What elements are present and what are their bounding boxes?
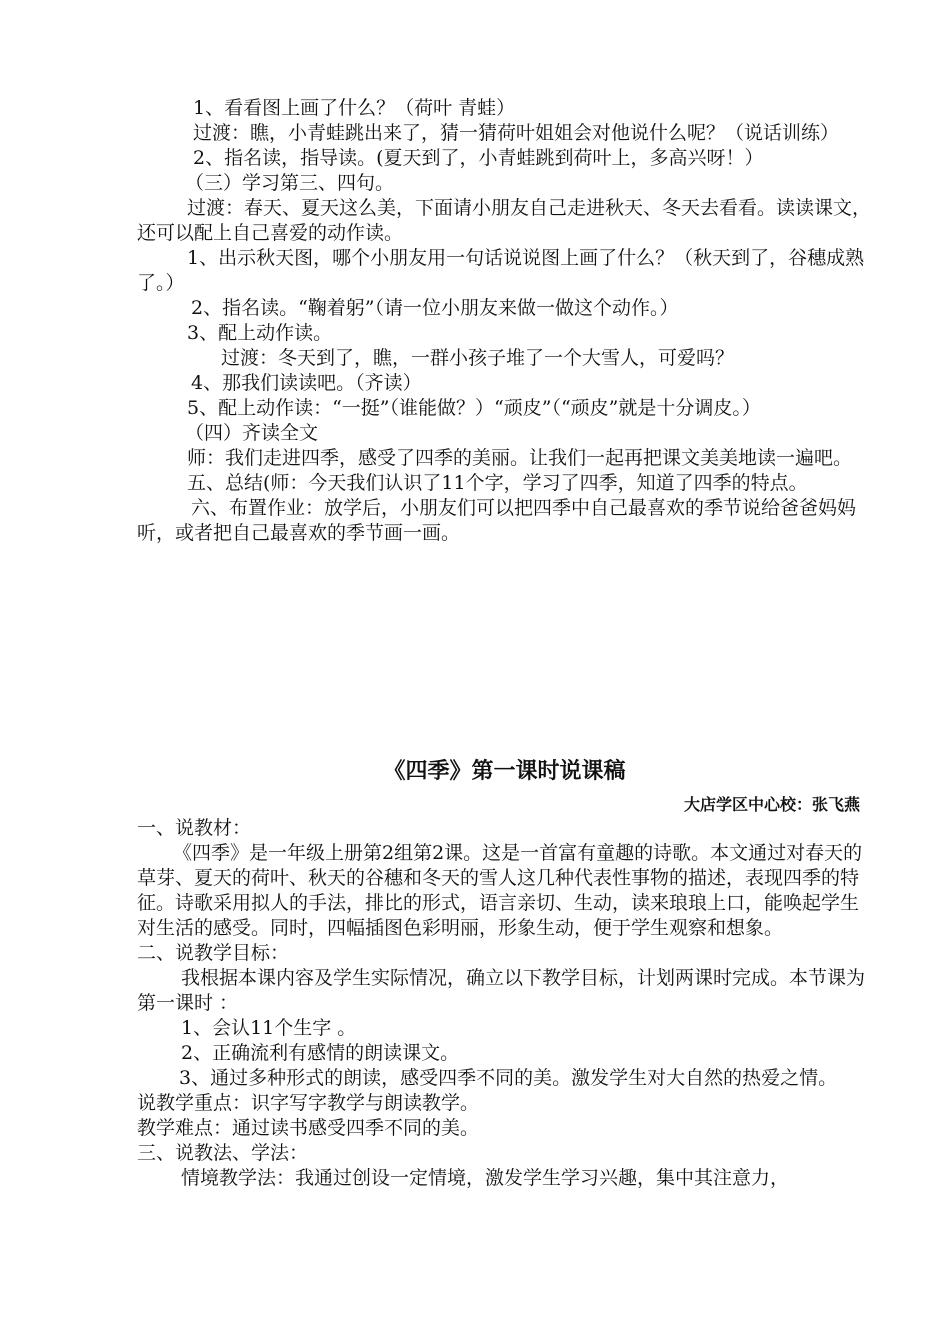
paragraph: 我根据本课内容及学生实际情况，确立以下教学目标，计划两课时完成。本节课为第一课时 ：	[137, 967, 866, 1014]
paragraph: 过渡：冬天到了，瞧，一群小孩子堆了一个大雪人，可爱吗？	[221, 347, 735, 369]
paragraph: （三）学习第三、四句。	[185, 172, 395, 194]
lesson-procedure-section	[137, 96, 872, 546]
paragraph: 二、说教学目标：	[137, 942, 290, 964]
paragraph: 1、会认11个生字 。	[181, 1017, 357, 1039]
paragraph: 1、出示秋天图，哪个小朋友用一句话说说图上画了什么？（秋天到了，谷穗成熟了。）	[137, 247, 865, 294]
paragraph: 三、说教法、学法：	[137, 1142, 309, 1164]
paragraph: 师：我们走进四季，感受了四季的美丽。让我们一起再把课文美美地读一遍吧。	[187, 447, 853, 469]
lesson-talk-section	[137, 816, 872, 1191]
paragraph: 过渡：春天、夏天这么美，下面请小朋友自己走进秋天、冬天去看看。读读课文，还可以配上自己喜爱的动作读。	[137, 197, 872, 244]
paragraph: 2、指名读。“鞠着躬”（请一位小朋友来做一做这个动作。）	[191, 297, 679, 319]
paragraph: 5、配上动作读：“一挺”（谁能做？）“顽皮”（“顽皮”就是十分调皮。）	[187, 397, 761, 419]
paragraph: 五、总结(师：今天我们认识了11个字，学习了四季，知道了四季的特点。	[187, 472, 808, 494]
paragraph: 3、通过多种形式的朗读，感受四季不同的美。激发学生对大自然的热爱之情。	[179, 1067, 838, 1089]
paragraph: 过渡：瞧，小青蛙跳出来了，猜一猜荷叶姐姐会对他说什么呢？（说话训练）	[193, 122, 840, 144]
paragraph: 情境教学法：我通过创设一定情境，激发学生学习兴趣，集中其注意力，	[181, 1167, 790, 1189]
paragraph: （四）齐读全文	[185, 422, 319, 444]
paragraph: 一、说教材：	[137, 817, 252, 839]
author-line: 大店学区中心校：张飞燕	[683, 795, 860, 814]
paragraph: 说教学重点：识字写字教学与朗读教学。	[137, 1092, 480, 1114]
paragraph: 1、看看图上画了什么？（荷叶 青蛙）	[193, 97, 516, 119]
paragraph: 教学难点：通过读书感受四季不同的美。	[137, 1117, 480, 1139]
paragraph: 3、配上动作读。	[187, 322, 333, 344]
document-title: 《四季》第一课时说课稿	[383, 759, 626, 784]
paragraph: 六、布置作业：放学后，小朋友们可以把四季中自己最喜欢的季节说给爸爸妈妈听，或者把自己最喜欢的季节画一画。	[137, 497, 857, 544]
paragraph: 2、正确流利有感情的朗读课文。	[181, 1042, 460, 1064]
paragraph: 《四季》是一年级上册第2组第2课。这是一首富有童趣的诗歌。本文通过对春天的草芽、夏天的荷叶、秋天的谷穗和冬天的雪人这几种代表性事物的描述，表现四季的特征。诗歌采用拟人的手法，排比的形式，语言亲切、生动，读来琅琅上口，能唤起学生对生活的感受。同时，四幅插图色彩明丽，形象生动，便于学生观察和想象。	[137, 842, 863, 939]
paragraph: 4、那我们读读吧。（齐读）	[191, 372, 422, 394]
paragraph: 2、指名读，指导读。(夏天到了，小青蛙跳到荷叶上，多高兴呀！）	[193, 147, 764, 169]
